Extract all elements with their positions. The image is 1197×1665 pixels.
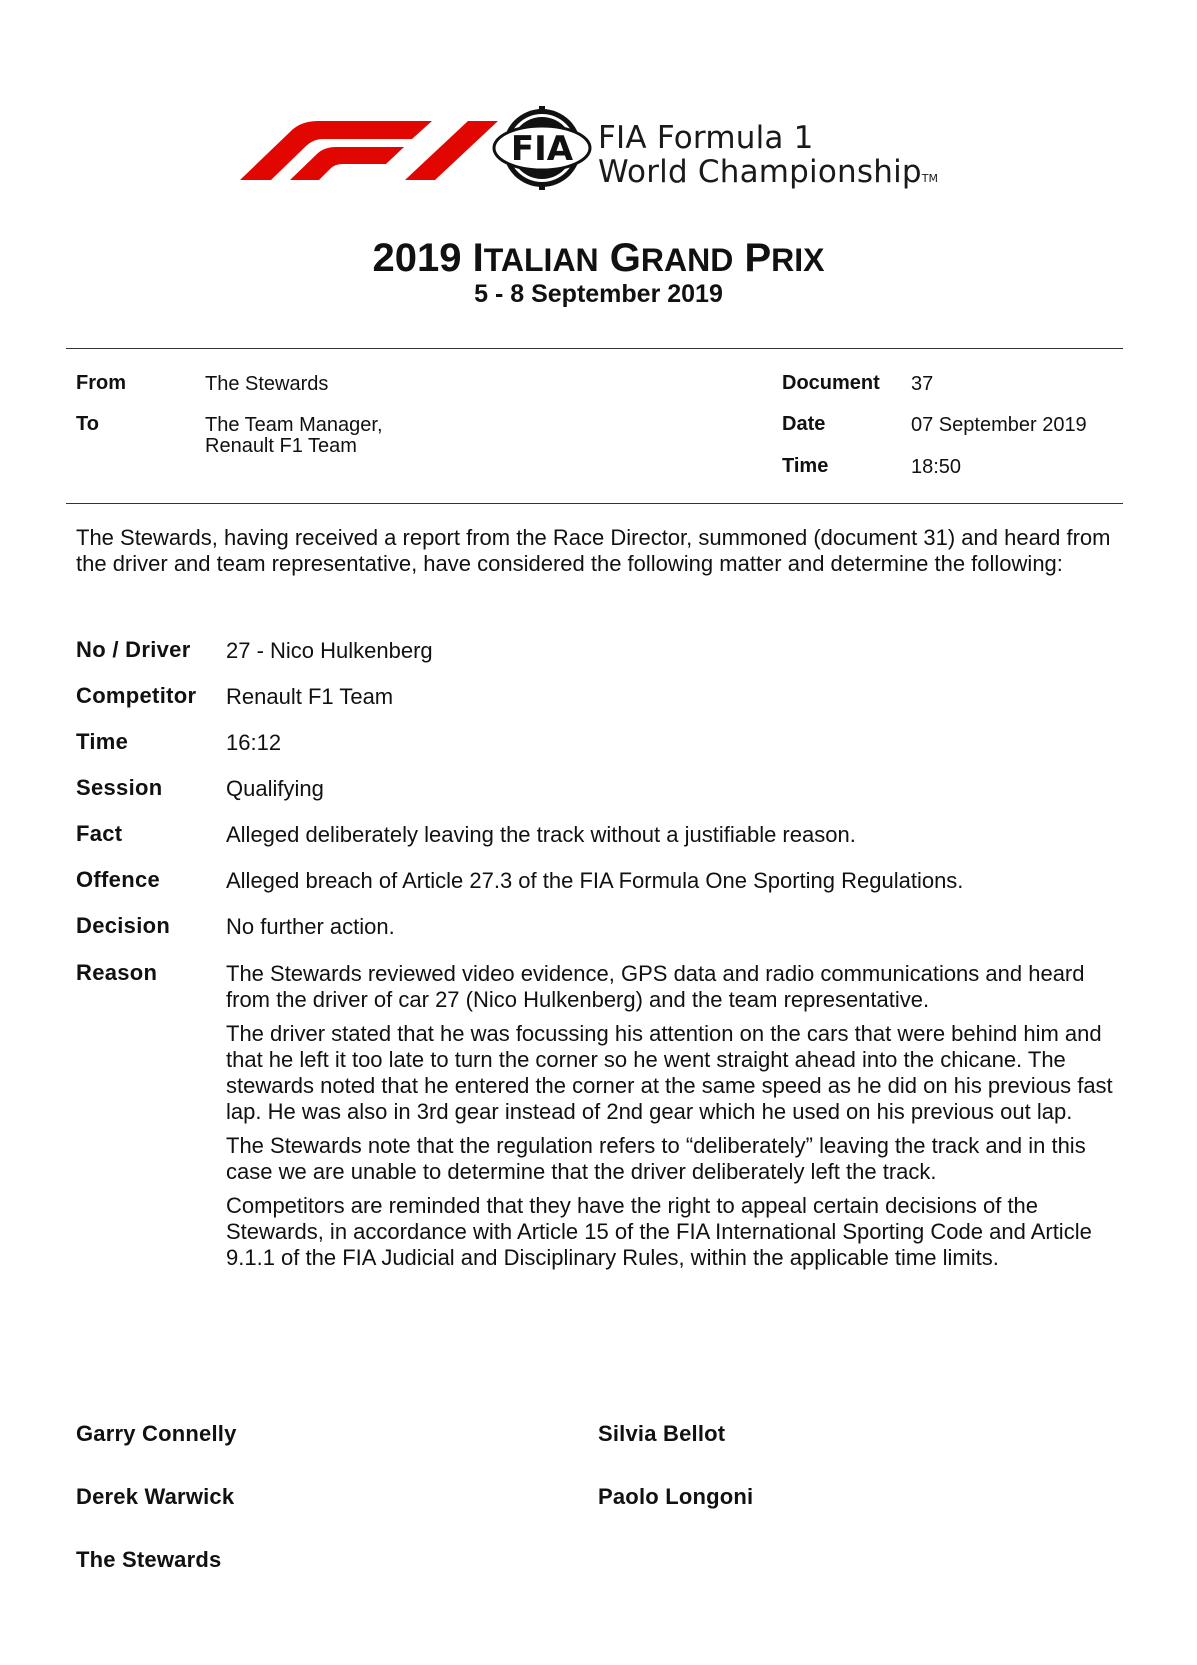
from-label: From [76, 372, 126, 394]
to-label: To [76, 413, 99, 435]
to-line-2: Renault F1 Team [205, 435, 357, 457]
from-value: The Stewards [205, 373, 329, 395]
session-label: Session [76, 775, 163, 800]
competitor-value: Renault F1 Team [226, 684, 394, 709]
document-label: Document [782, 372, 880, 394]
signature-garry-connelly: Garry Connelly [76, 1421, 237, 1446]
signature-paolo-longoni: Paolo Longoni [598, 1484, 754, 1509]
fact-value: Alleged deliberately leaving the track without a justifiable reason. [226, 822, 856, 847]
time-field-label: Time [76, 729, 129, 754]
decision-label: Decision [76, 913, 171, 938]
signature-silvia-bellot: Silvia Bellot [598, 1421, 726, 1446]
brand-line-1: FIA Formula 1 [598, 120, 814, 156]
signature-footer: The Stewards [76, 1547, 222, 1572]
driver-label: No / Driver [76, 637, 191, 662]
time-label: Time [782, 455, 829, 477]
reason-paragraph-4: Competitors are reminded that they have the right to appeal certain decisions of the Stewards, in accordance with Article 15 of the FIA International Sporting Code and Article 9.1.1 of the FIA Judicial and Disciplinary Rules, within the applicable time limits. [226, 1193, 1092, 1270]
competitor-label: Competitor [76, 683, 197, 708]
offence-label: Offence [76, 867, 161, 892]
to-line-1: The Team Manager, [205, 414, 383, 436]
reason-paragraph-3: The Stewards note that the regulation refers to “deliberately” leaving the track and in this case we are unable to determine that the driver deliberately left the track. [226, 1133, 1086, 1184]
driver-value: 27 - Nico Hulkenberg [226, 638, 433, 663]
brand-line-2-text: World Championship [598, 154, 922, 190]
time-value: 18:50 [911, 456, 962, 478]
fia-emblem-icon [487, 106, 597, 190]
signature-derek-warwick: Derek Warwick [76, 1484, 235, 1509]
title-year: 2019 [372, 236, 462, 280]
event-dates: 5 - 8 September 2019 [474, 280, 723, 308]
date-label: Date [782, 413, 826, 435]
reason-text [226, 961, 1126, 1279]
session-value: Qualifying [226, 776, 324, 801]
document-value: 37 [911, 373, 934, 395]
title-word-1: ITALIAN [472, 236, 599, 280]
reason-label: Reason [76, 960, 158, 985]
brand-line-2 [598, 154, 938, 190]
date-value: 07 September 2019 [911, 414, 1087, 436]
page-title [0, 236, 1197, 281]
trademark-mark: TM [921, 172, 938, 185]
title-word-2: GRAND [609, 236, 734, 280]
title-word-3: PRIX [744, 236, 825, 280]
divider-top [66, 348, 1123, 349]
to-value [205, 415, 383, 457]
fact-label: Fact [76, 821, 123, 846]
reason-paragraph-2: The driver stated that he was focussing his attention on the cars that were behind him and that he left it too late to turn the corner so he went straight ahead into the chicane. The stewards noted that he entered the corner at the same speed as he did on his previous fast lap. He was also in 3rd gear instead of 2nd gear which he used on his previous out lap. [226, 1021, 1113, 1124]
reason-paragraph-1: The Stewards reviewed video evidence, GPS data and radio communications and heard from the driver of car 27 (Nico Hulkenberg) and the team representative. [226, 961, 1085, 1012]
offence-value: Alleged breach of Article 27.3 of the FIA Formula One Sporting Regulations. [226, 868, 964, 893]
decision-value: No further action. [226, 914, 395, 939]
intro-paragraph: The Stewards, having received a report from the Race Director, summoned (document 31) and heard from the driver and team representative, have considered the following matter and determine the following: [76, 525, 1111, 576]
time-field-value: 16:12 [226, 730, 282, 755]
fia-emblem-text: FIA [510, 129, 574, 169]
header-logo [0, 0, 1197, 220]
divider-bottom [66, 503, 1123, 504]
